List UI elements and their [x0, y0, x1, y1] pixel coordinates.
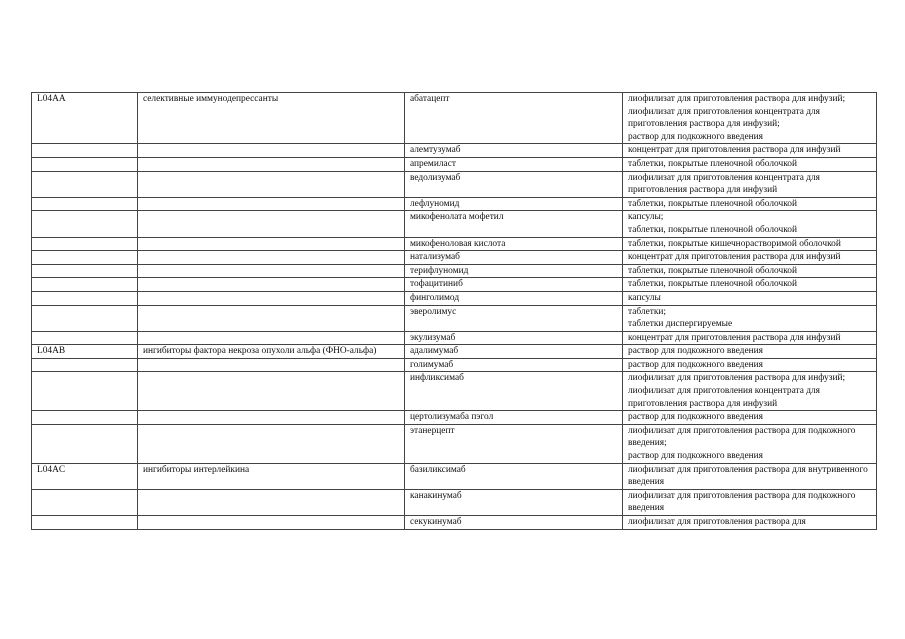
pharmacological-group-cell	[138, 237, 405, 251]
dosage-form-cell	[623, 305, 877, 331]
dosage-form-cell	[623, 424, 877, 463]
dosage-form-line: таблетки, покрытые кишечнорастворимой оболочкой	[628, 238, 841, 249]
table-row	[32, 291, 877, 305]
drug-name-cell: тофацитиниб	[405, 278, 623, 292]
atc-code-cell	[32, 157, 138, 171]
dosage-form-cell	[623, 197, 877, 211]
dosage-form-line: лиофилизат для приготовления раствора для инфузий;	[628, 373, 846, 384]
medication-table	[31, 92, 877, 530]
dosage-form-line: раствор для подкожного введения	[628, 346, 763, 357]
atc-code-cell	[32, 237, 138, 251]
dosage-form-line: таблетки, покрытые пленочной оболочкой	[628, 279, 797, 290]
dosage-form-cell	[623, 171, 877, 197]
dosage-form-cell	[623, 157, 877, 171]
table-row	[32, 489, 877, 515]
pharmacological-group-cell	[138, 278, 405, 292]
table-row	[32, 211, 877, 237]
atc-code-cell	[32, 489, 138, 515]
dosage-form-line: таблетки диспергируемые	[628, 319, 733, 330]
dosage-form-line: концентрат для приготовления раствора для инфузий	[628, 332, 841, 343]
drug-name-cell: микофенолата мофетил	[405, 211, 623, 237]
drug-name-cell: цертолизумаба пэгол	[405, 411, 623, 425]
atc-code-cell	[32, 171, 138, 197]
table-row	[32, 305, 877, 331]
dosage-form-cell	[623, 264, 877, 278]
drug-name-cell: лефлуномид	[405, 197, 623, 211]
dosage-form-line: лиофилизат для приготовления раствора для	[628, 517, 806, 527]
dosage-form-line: лиофилизат для приготовления раствора для подкожного введения	[628, 490, 856, 514]
pharmacological-group-cell	[138, 171, 405, 197]
pharmacological-group-cell	[138, 489, 405, 515]
drug-name-cell: инфликсимаб	[405, 372, 623, 411]
pharmacological-group-cell	[138, 144, 405, 158]
table-row	[32, 516, 877, 530]
dosage-form-cell	[623, 358, 877, 372]
pharmacological-group-cell	[138, 516, 405, 530]
drug-name-cell: натализумаб	[405, 251, 623, 265]
medication-table-body	[32, 93, 877, 530]
drug-name-cell: абатацепт	[405, 93, 623, 144]
dosage-form-line: таблетки, покрытые пленочной оболочкой	[628, 224, 797, 235]
drug-name-cell: экулизумаб	[405, 331, 623, 345]
dosage-form-line: таблетки, покрытые пленочной оболочкой	[628, 198, 797, 209]
dosage-form-line: лиофилизат для приготовления раствора для внутривенного введения	[628, 464, 868, 488]
dosage-form-cell	[623, 237, 877, 251]
atc-code-cell	[32, 197, 138, 211]
pharmacological-group-cell	[138, 251, 405, 265]
atc-code-cell	[32, 251, 138, 265]
drug-name-cell: этанерцепт	[405, 424, 623, 463]
dosage-form-line: капсулы	[628, 292, 661, 303]
table-row	[32, 358, 877, 372]
drug-name-cell: микофеноловая кислота	[405, 237, 623, 251]
atc-code-cell	[32, 331, 138, 345]
dosage-form-cell	[623, 372, 877, 411]
atc-code-cell	[32, 264, 138, 278]
table-row	[32, 237, 877, 251]
dosage-form-cell	[623, 291, 877, 305]
atc-code-cell: L04AC	[32, 463, 138, 489]
table-row	[32, 144, 877, 158]
dosage-form-line: таблетки, покрытые пленочной оболочкой	[628, 158, 797, 169]
drug-name-cell: ведолизумаб	[405, 171, 623, 197]
dosage-form-cell	[623, 251, 877, 265]
dosage-form-cell	[623, 463, 877, 489]
pharmacological-group-cell	[138, 372, 405, 411]
pharmacological-group-cell	[138, 331, 405, 345]
atc-code-cell	[32, 411, 138, 425]
table-row	[32, 93, 877, 144]
pharmacological-group-cell	[138, 305, 405, 331]
table-row	[32, 157, 877, 171]
drug-name-cell: канакинумаб	[405, 489, 623, 515]
dosage-form-line: раствор для подкожного введения	[628, 451, 763, 462]
atc-code-cell	[32, 424, 138, 463]
drug-name-cell: базиликсимаб	[405, 463, 623, 489]
pharmacological-group-cell	[138, 291, 405, 305]
table-row	[32, 264, 877, 278]
dosage-form-line: раствор для подкожного введения	[628, 131, 763, 142]
dosage-form-line: концентрат для приготовления раствора для инфузий	[628, 252, 841, 263]
table-row	[32, 331, 877, 345]
drug-name-cell: алемтузумаб	[405, 144, 623, 158]
atc-code-cell	[32, 516, 138, 530]
dosage-form-cell	[623, 411, 877, 425]
pharmacological-group-cell	[138, 424, 405, 463]
table-row	[32, 424, 877, 463]
dosage-form-line: лиофилизат для приготовления концентрата для приготовления раствора для инфузий	[628, 386, 820, 409]
pharmacological-group-cell: селективные иммунодепрессанты	[138, 93, 405, 144]
dosage-form-line: лиофилизат для приготовления концентрата для приготовления раствора для инфузий	[628, 172, 820, 196]
pharmacological-group-cell	[138, 358, 405, 372]
pharmacological-group-cell	[138, 197, 405, 211]
atc-code-cell	[32, 372, 138, 411]
atc-code-cell	[32, 144, 138, 158]
atc-code-cell: L04AA	[32, 93, 138, 144]
drug-name-cell: секукинумаб	[405, 516, 623, 530]
dosage-form-cell	[623, 345, 877, 359]
dosage-form-line: концентрат для приготовления раствора для инфузий	[628, 145, 841, 156]
dosage-form-line: капсулы;	[628, 212, 664, 223]
pharmacological-group-cell	[138, 211, 405, 237]
pharmacological-group-cell	[138, 264, 405, 278]
drug-name-cell: эверолимус	[405, 305, 623, 331]
dosage-form-cell	[623, 93, 877, 144]
dosage-form-cell	[623, 331, 877, 345]
table-row	[32, 345, 877, 359]
dosage-form-line: таблетки, покрытые пленочной оболочкой	[628, 265, 797, 276]
pharmacological-group-cell	[138, 157, 405, 171]
dosage-form-cell	[623, 278, 877, 292]
atc-code-cell	[32, 358, 138, 372]
atc-code-cell	[32, 305, 138, 331]
atc-code-cell	[32, 291, 138, 305]
pharmacological-group-cell: ингибиторы фактора некроза опухоли альфа (ФНО-альфа)	[138, 345, 405, 359]
dosage-form-line: лиофилизат для приготовления раствора для подкожного введения;	[628, 425, 856, 449]
dosage-form-cell	[623, 144, 877, 158]
dosage-form-line: таблетки;	[628, 306, 667, 317]
dosage-form-cell	[623, 211, 877, 237]
atc-code-cell: L04AB	[32, 345, 138, 359]
pharmacological-group-cell	[138, 411, 405, 425]
dosage-form-cell	[623, 516, 877, 530]
table-row	[32, 372, 877, 411]
table-row	[32, 251, 877, 265]
atc-code-cell	[32, 278, 138, 292]
dosage-form-line: лиофилизат для приготовления концентрата для приготовления раствора для инфузий;	[628, 106, 820, 130]
pharmacological-group-cell: ингибиторы интерлейкина	[138, 463, 405, 489]
dosage-form-line: раствор для подкожного введения	[628, 412, 763, 423]
table-row	[32, 463, 877, 489]
dosage-form-cell	[623, 489, 877, 515]
table-row	[32, 411, 877, 425]
drug-name-cell: апремиласт	[405, 157, 623, 171]
table-row	[32, 197, 877, 211]
atc-code-cell	[32, 211, 138, 237]
table-row	[32, 171, 877, 197]
drug-name-cell: финголимод	[405, 291, 623, 305]
drug-name-cell: адалимумаб	[405, 345, 623, 359]
table-row	[32, 278, 877, 292]
dosage-form-line: раствор для подкожного введения	[628, 359, 763, 370]
dosage-form-line: лиофилизат для приготовления раствора для инфузий;	[628, 94, 846, 104]
drug-name-cell: терифлуномид	[405, 264, 623, 278]
drug-name-cell: голимумаб	[405, 358, 623, 372]
